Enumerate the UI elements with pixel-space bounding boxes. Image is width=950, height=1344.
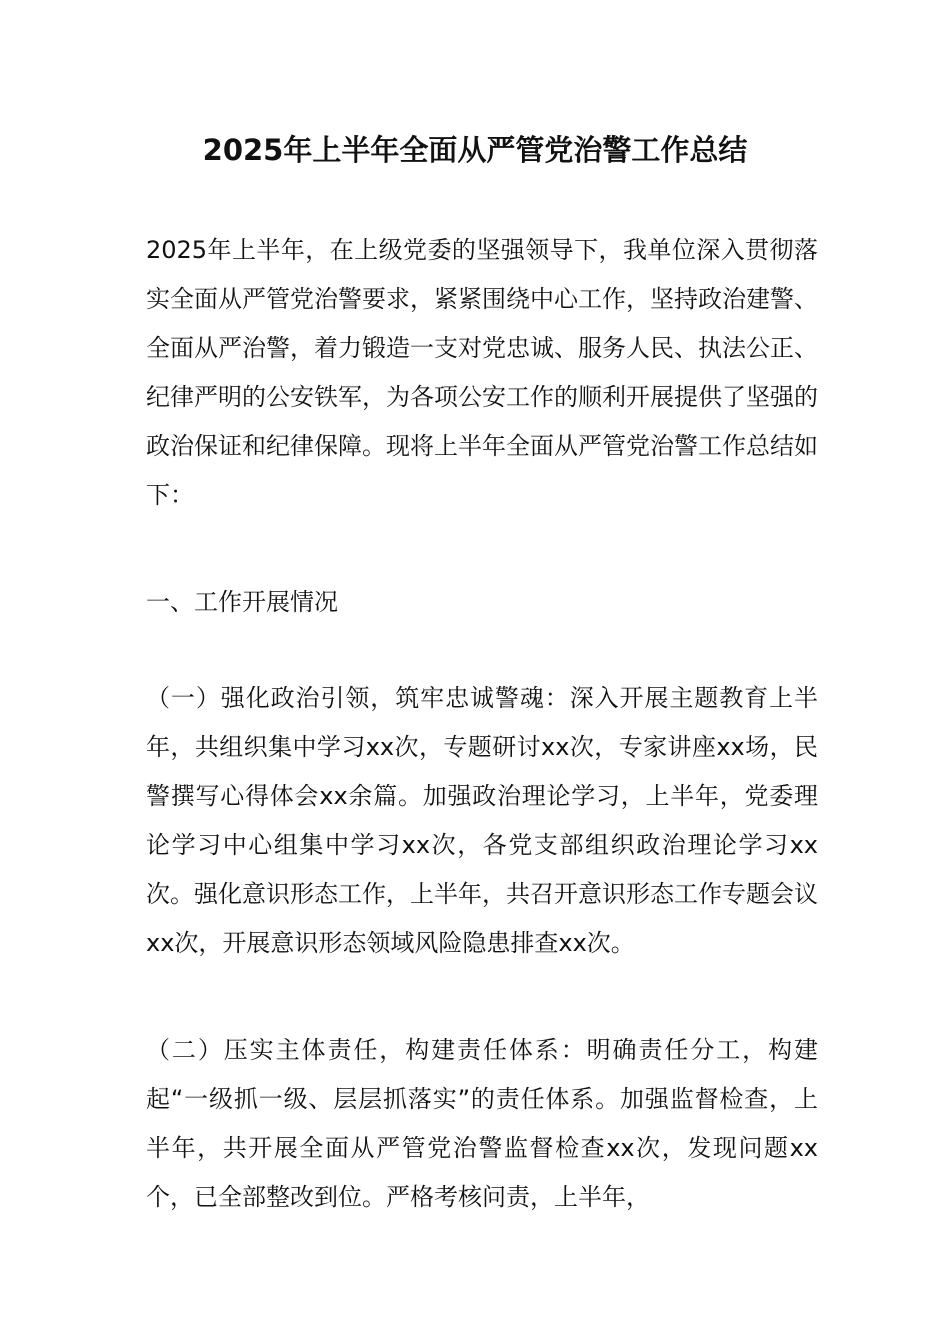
item-paragraph-2: （二）压实主体责任，构建责任体系：明确责任分工，构建起“一级抓一级、层层抓落实”的责任体系。加强监督检查，上半年，共开展全面从严管党治警监督检查xx次，发现问题xx个，已全部整改到位。严格考核问责，上半年， <box>146 1036 818 1211</box>
section-heading: 一、工作开展情况 <box>146 588 338 616</box>
intro-paragraph: 2025年上半年，在上级党委的坚强领导下，我单位深入贯彻落实全面从严管党治警要求，紧紧围绕中心工作，坚持政治建警、全面从严治警，着力锻造一支对党忠诚、服务人民、执法公正、纪律严明的公安铁军，为各项公安工作的顺利开展提供了坚强的政治保证和纪律保障。现将上半年全面从严管党治警工作总结如下： <box>146 236 818 509</box>
document-title: 2025年上半年全面从严管党治警工作总结 <box>202 133 748 167</box>
item-paragraph-1: （一）强化政治引领，筑牢忠诚警魂：深入开展主题教育上半年，共组织集中学习xx次，专题研讨xx次，专家讲座xx场，民警撰写心得体会xx余篇。加强政治理论学习，上半年，党委理论学习中心组集中学习xx次，各党支部组织政治理论学习xx次。强化意识形态工作，上半年，共召开意识形态工作专题会议xx次，开展意识形态领域风险隐患排查xx次。 <box>146 684 818 957</box>
